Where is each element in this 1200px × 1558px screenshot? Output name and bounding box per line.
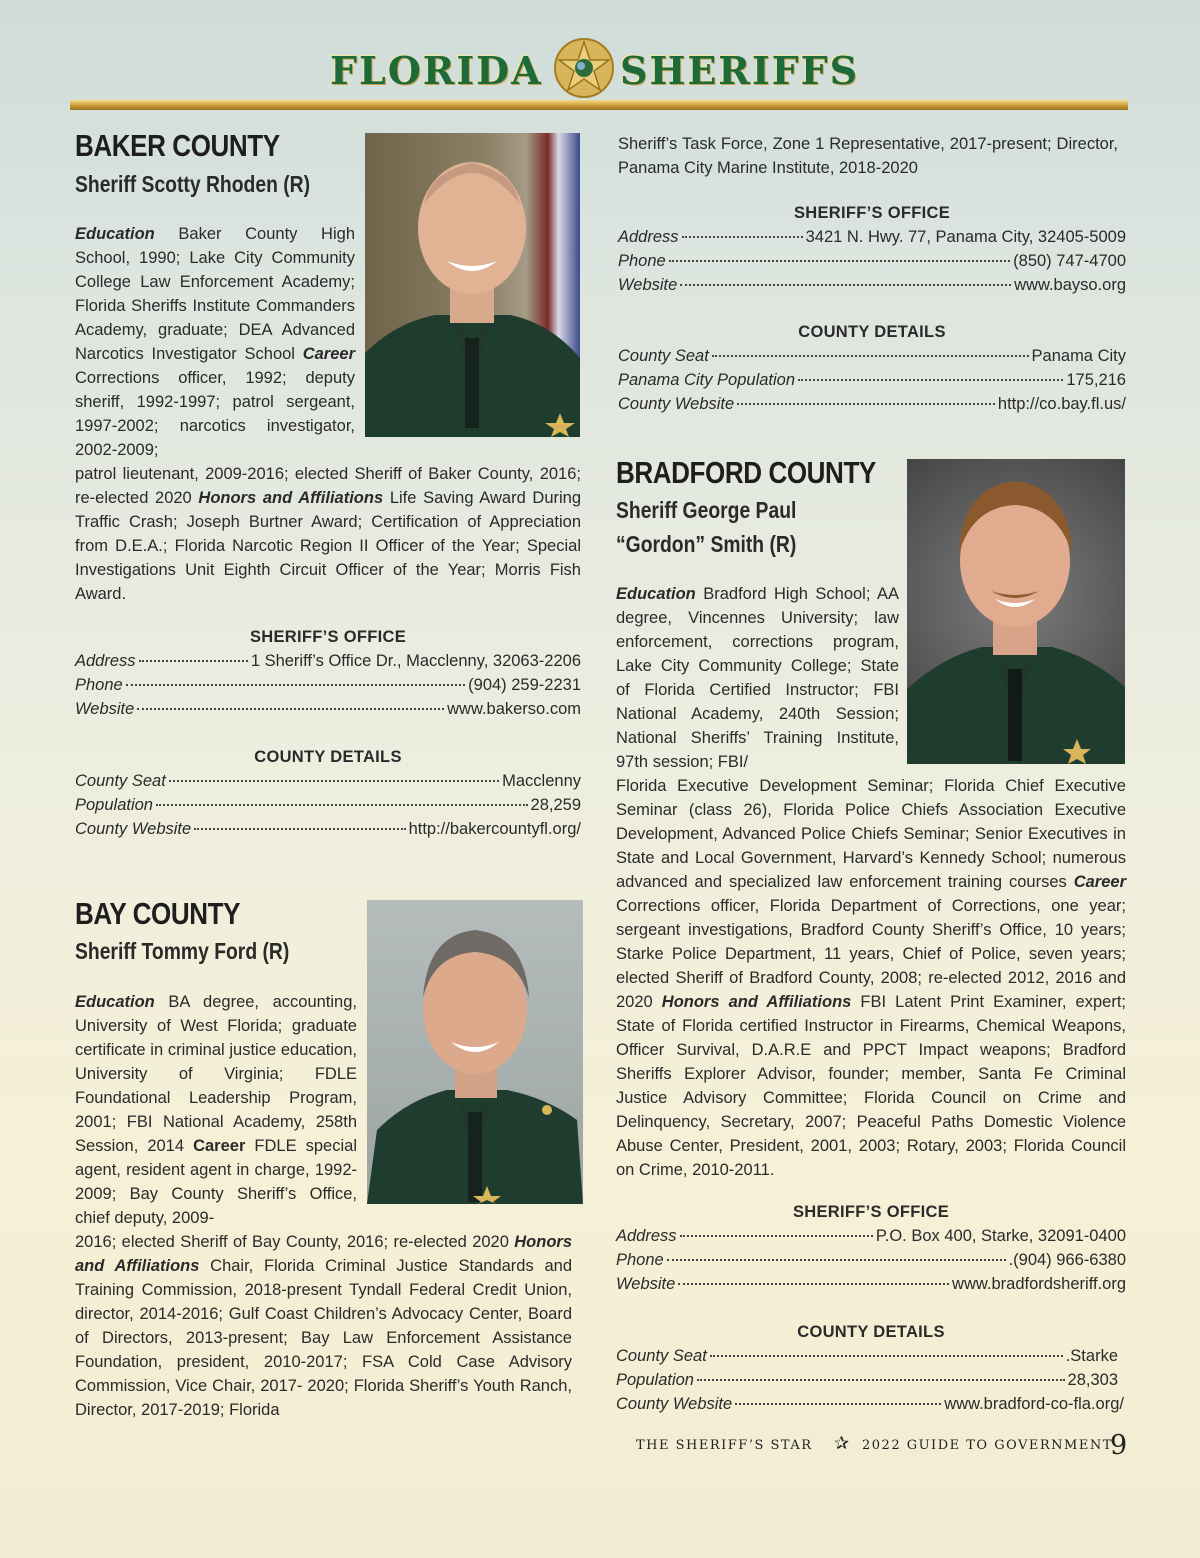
bradford-county-website-row	[616, 1395, 1124, 1419]
bradford-sheriff-name-line2: “Gordon” Smith (R)	[616, 531, 797, 557]
bay-county-website-value[interactable]: http://co.bay.fl.us/	[997, 395, 1126, 413]
bay-career-continued: 2016; elected Sheriff of Bay County, 2016; re-elected 2020	[75, 1233, 515, 1251]
bradford-honors-label: Honors and Affiliations	[661, 993, 852, 1011]
bay-office-title: SHERIFF’S OFFICE	[793, 204, 951, 222]
footer-guide-title: 2022 GUIDE TO GOVERNMENT	[862, 1438, 1113, 1453]
bay-bio-continued: Sheriff’s Task Force, Zone 1 Representative, 2017-present; Director, Panama City Marine Institute, 2018-2020	[618, 135, 1118, 177]
bradford-education-continued: Florida Executive Development Seminar; Florida Chief Executive Seminar (class 26), Florida Police Chiefs Association Executive Development, Advanced Police Chiefs Seminar; Senior Executives in State and Local Government, Harvard’s Kennedy School; numerous advanced and specialized law enforcement training courses	[616, 777, 1126, 891]
bay-phone-row	[618, 252, 1126, 276]
bradford-portrait-illustration	[907, 459, 1125, 764]
baker-career-continued: patrol lieutenant, 2009-2016; elected Sheriff of Baker County, 2016; re-elected 2020	[75, 465, 581, 507]
bay-honors-text: Chair, Florida Criminal Justice Standards and Training Commission, 2018-present Tyndall Federal Credit Union, director, 2014-2016; Gulf Coast Children’s Advocacy Center, Board of Directors, 2013-present; Bay Law Enforcement Assistance Foundation, president, 2010-2017; FSA Cold Case Advisory Commission, Vice Chair, 2017- 2020; Florida Sheriff’s Youth Ranch, Director, 2017-2019; Florida	[75, 1257, 572, 1419]
bradford-seat-row	[616, 1347, 1118, 1371]
bay-bio-wide	[75, 1230, 572, 1422]
bradford-county-website-value[interactable]: www.bradford-co-fla.org/	[944, 1395, 1124, 1413]
dot-leader	[710, 1355, 1063, 1357]
dot-leader	[798, 379, 1063, 381]
bradford-population-value: 28,303	[1067, 1371, 1118, 1389]
dot-leader	[126, 684, 465, 686]
baker-population-row	[75, 796, 581, 820]
footer-publication: THE SHERIFF’S STAR	[636, 1438, 813, 1453]
baker-county-website-row	[75, 820, 581, 844]
bradford-education-text: Bradford High School; AA degree, Vincennes University; law enforcement, corrections program, Lake City Community College; State of Florida Certified Instructor; FBI National Academy, 240th Session; National Sheriffs’ Training Institute, 97th session; FBI/	[616, 585, 899, 771]
bay-seat-row	[618, 347, 1126, 371]
bay-seat-key: County Seat	[618, 347, 709, 365]
page-footer	[636, 1430, 1136, 1460]
bay-address-key: Address	[618, 228, 679, 246]
dot-leader	[137, 708, 444, 710]
dot-leader	[678, 1283, 949, 1285]
bay-education-label: Education	[75, 993, 155, 1011]
bradford-office-title: SHERIFF’S OFFICE	[792, 1203, 950, 1221]
bradford-address-key: Address	[616, 1227, 677, 1245]
dot-leader	[680, 284, 1011, 286]
bradford-address-row	[616, 1227, 1126, 1251]
bradford-phone-row	[616, 1251, 1126, 1275]
baker-bio-wide	[75, 462, 581, 606]
bradford-honors-text: FBI Latent Print Examiner, expert; State of Florida certified Instructor in Firearms, Chemical Weapons, Officer Survival, D.A.R.E and PPCT Impact weapons; Bradford Sheriffs Explorer Advisor, founder; member, Santa Fe Criminal Justice Advisory Committee; Florida Council on Crime and Delinquency, Secretary, 2007; Peaceful Paths Domestic Violence Abuse Center, President, 2001, 2003; Rotary, 2003; Florida Council on Crime, 2010-2011.	[616, 993, 1126, 1179]
bay-county-website-key: County Website	[618, 395, 735, 413]
baker-population-key: Population	[75, 796, 153, 814]
bradford-website-value[interactable]: www.bradfordsheriff.org	[952, 1275, 1126, 1293]
baker-honors-label: Honors and Affiliations	[198, 489, 384, 507]
dot-leader	[680, 1235, 873, 1237]
baker-education-label: Education	[75, 225, 155, 243]
bay-population-value: 175,216	[1066, 371, 1126, 389]
bradford-population-key: Population	[616, 1371, 694, 1389]
baker-population-value: 28,259	[530, 796, 581, 814]
dot-leader	[156, 804, 528, 806]
baker-seat-value: Macclenny	[502, 772, 581, 790]
dot-leader	[667, 1259, 1006, 1261]
dot-leader	[712, 355, 1029, 357]
masthead-sheriffs: SHERIFFS	[620, 48, 860, 93]
dot-leader	[697, 1379, 1065, 1381]
bradford-sheriff-name-line1: Sheriff George Paul	[616, 497, 797, 523]
baker-bio-column	[75, 222, 355, 462]
bradford-population-row	[616, 1371, 1118, 1395]
baker-honors-text: Life Saving Award During Traffic Crash; Joseph Burtner Award; Certification of Appreciation from D.E.A.; Florida Narcotic Region II Officer of the Year; Special Investigations Unit Eighth Circuit Officer of the Year; Morris Fish Award.	[75, 489, 582, 603]
bradford-county-heading: BRADFORD COUNTY	[616, 455, 876, 490]
baker-seat-key: County Seat	[75, 772, 166, 790]
baker-phone-key: Phone	[75, 676, 123, 694]
bay-population-key: Panama City Population	[618, 371, 796, 389]
bay-phone-value: (850) 747-4700	[1013, 252, 1126, 270]
baker-office-title: SHERIFF’S OFFICE	[249, 628, 407, 646]
baker-education-text: Baker County High School, 1990; Lake City Community College Law Enforcement Academy; Florida Sheriffs Institute Commanders Academy, graduate; DEA Advanced Narcotics Investigator School	[75, 225, 355, 363]
baker-address-row	[75, 652, 581, 676]
baker-seat-row	[75, 772, 581, 796]
baker-sheriff-photo	[365, 133, 580, 437]
bradford-career-label: Career	[1073, 873, 1126, 891]
dot-leader	[139, 660, 248, 662]
bay-phone-key: Phone	[618, 252, 666, 270]
bay-career-label: Career	[193, 1137, 246, 1155]
bradford-bio-column	[616, 582, 899, 774]
baker-career-label: Career	[302, 345, 355, 363]
dot-leader	[669, 260, 1010, 262]
bradford-details-title: COUNTY DETAILS	[797, 1323, 945, 1341]
bradford-seat-value: .Starke	[1065, 1347, 1118, 1365]
baker-career-text: Corrections officer, 1992; deputy sheriff, 1992-1997; patrol sergeant, 1997-2002; narcotics investigator, 2002-2009;	[75, 369, 355, 459]
bay-career-text: FDLE special agent, resident agent in charge, 1992-2009; Bay County Sheriff’s Office, chief deputy, 2009-	[75, 1137, 357, 1227]
dot-leader	[682, 236, 803, 238]
bradford-seat-key: County Seat	[616, 1347, 707, 1365]
dot-leader	[169, 780, 499, 782]
baker-website-value[interactable]: www.bakerso.com	[447, 700, 581, 718]
baker-address-key: Address	[75, 652, 136, 670]
baker-county-website-key: County Website	[75, 820, 192, 838]
bay-details-title: COUNTY DETAILS	[798, 323, 946, 341]
gold-divider-rule	[70, 100, 1128, 110]
footer-star-icon: ✰	[834, 1433, 851, 1454]
bradford-bio-wide	[616, 774, 1126, 1182]
bradford-phone-key: Phone	[616, 1251, 664, 1269]
bay-address-value: 3421 N. Hwy. 77, Panama City, 32405-5009	[805, 228, 1126, 246]
bay-portrait-illustration	[367, 900, 583, 1204]
bay-bio-column	[75, 990, 357, 1230]
bradford-phone-value: .(904) 966-6380	[1008, 1251, 1126, 1269]
bay-address-row	[618, 228, 1126, 252]
baker-portrait-illustration	[365, 133, 580, 437]
bradford-website-key: Website	[616, 1275, 676, 1293]
baker-phone-value: (904) 259-2231	[468, 676, 581, 694]
baker-details-title: COUNTY DETAILS	[254, 748, 402, 766]
dot-leader	[194, 828, 405, 830]
bay-sheriff-photo	[367, 900, 583, 1204]
page-number: 9	[1110, 1430, 1128, 1461]
bay-population-row	[618, 371, 1126, 395]
sheriff-star-badge-icon	[553, 36, 615, 100]
bay-seat-value: Panama City	[1031, 347, 1126, 365]
bradford-sheriff-photo	[907, 459, 1125, 764]
bay-education-text: BA degree, accounting, University of West Florida; graduate certificate in criminal justice education, University of Virginia; FDLE Foundational Leadership Program, 2001; FBI National Academy, 258th Session, 2014	[75, 993, 357, 1155]
bradford-career-text: Corrections officer, Florida Department of Corrections, one year; sergeant investigations, Bradford County Sheriff’s Office, 10 years; Starke Police Department, 11 years, Chief of Police, seven years; elected Sheriff of Bradford County, 2008; re-elected 2012, 2016 and 2020	[616, 897, 1126, 1011]
baker-phone-row	[75, 676, 581, 700]
bay-website-key: Website	[618, 276, 678, 294]
bradford-website-row	[616, 1275, 1126, 1299]
bay-honors-label: Honors and Affiliations	[75, 1233, 572, 1275]
bradford-education-label: Education	[616, 585, 696, 603]
dot-leader	[737, 403, 995, 405]
baker-county-heading: BAKER COUNTY	[75, 128, 280, 163]
bradford-address-value: P.O. Box 400, Starke, 32091-0400	[875, 1227, 1126, 1245]
dot-leader	[735, 1403, 941, 1405]
bay-website-value[interactable]: www.bayso.org	[1014, 276, 1126, 294]
bradford-county-website-key: County Website	[616, 1395, 733, 1413]
baker-website-key: Website	[75, 700, 135, 718]
bay-county-website-row	[618, 395, 1126, 419]
baker-sheriff-name: Sheriff Scotty Rhoden (R)	[75, 171, 311, 197]
masthead-florida: FLORIDA	[330, 48, 543, 93]
bay-website-row	[618, 276, 1126, 300]
masthead	[0, 30, 1200, 102]
baker-address-value: 1 Sheriff’s Office Dr., Macclenny, 32063-2206	[250, 652, 581, 670]
baker-website-row	[75, 700, 581, 724]
bay-county-heading: BAY COUNTY	[75, 896, 241, 931]
baker-county-website-value[interactable]: http://bakercountyfl.org/	[408, 820, 581, 838]
bay-sheriff-name: Sheriff Tommy Ford (R)	[75, 938, 290, 964]
